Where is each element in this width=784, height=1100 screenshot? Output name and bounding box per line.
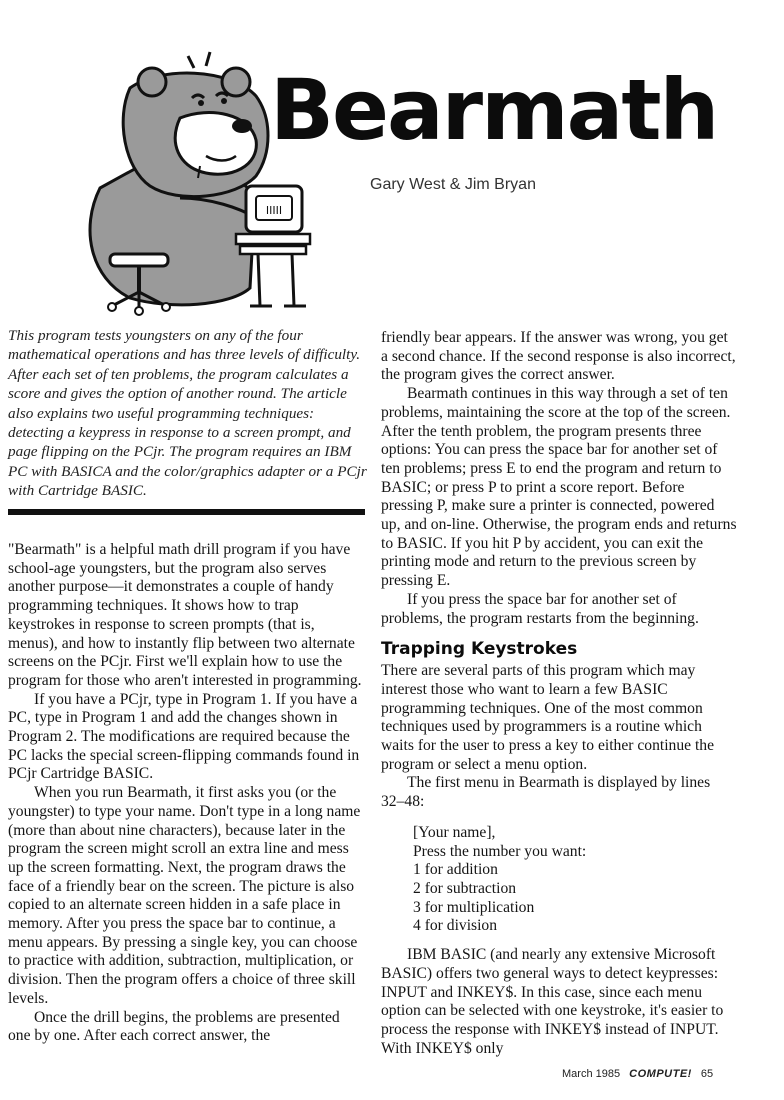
monitor-screen-text: IIIII	[265, 204, 283, 217]
body-paragraph: When you run Bearmath, it first asks you (or the youngster) to type your name. Don't type in a long name (more than about nine characters), because later in the program the screen might scroll an extra line and mess up the screen formatting. Next, the program draws the face of a friendly bear on the screen. The picture is also copied to an alternate screen hidden in a safe place in memory. After you press the space bar to continue, a menu appears. By pressing a single key, you can choose to practice with addition, subtraction, multiplication, or division. Then the program offers a choice of three skill levels.	[8, 784, 361, 1007]
listing-line: 4 for division	[413, 917, 498, 935]
body-paragraph: Bearmath continues in this way through a set of ten problems, maintaining the score at the top of the screen. After the tenth problem, the program presents three options: You can press the space bar for another set of ten problems; press E to end the program and return to BASIC; or press P to print a score report. Before pressing P, make sure a printer is connected, powered up, and on-line. Otherwise, the program ends and returns to BASIC. If you hit P by accident, you can exit the printing mode and return to the previous screen by pressing E.	[381, 385, 737, 590]
body-paragraph: IBM BASIC (and nearly any extensive Microsoft BASIC) offers two general ways to detect keypresses: INPUT and INKEY$. In this case, since each menu option can be selected with one keystroke, it's easier to process the response with INKEY$ instead of INPUT. With INKEY$ only	[381, 946, 724, 1057]
article-title: Bearmath	[270, 61, 718, 159]
section-divider	[8, 509, 365, 515]
program-menu-listing	[413, 824, 737, 936]
listing-line: 1 for addition	[413, 861, 498, 879]
right-column	[381, 329, 737, 1058]
article-intro: This program tests youngsters on any of the four mathematical operations and has three levels of difficulty. After each set of ten problems, the program calculates a score and gives the option of another round. The article also explains two useful programming techniques: detecting a keypress in response to a screen prompt, and page flipping on the PCjr. The program requires an IBM PC with BASICA and the color/graphics adapter or a PCjr with Cartridge BASIC.	[8, 327, 367, 500]
left-column	[8, 541, 363, 1046]
body-paragraph: "Bearmath" is a helpful math drill program if you have school-age youngsters, but the program also serves another purpose—it demonstrates a couple of handy programming techniques. It shows how to trap keystrokes in response to screen prompts (that is, menus), and how to instantly flip between two alternate screens on the PCjr. First we'll explain how to use the program for those who aren't interested in programming.	[8, 541, 362, 689]
magazine-name: COMPUTE!	[629, 1068, 692, 1080]
body-paragraph: If you have a PCjr, type in Program 1. If you have a PC, type in Program 1 and add the changes shown in Program 2. The modifications are required because the PC lacks the special screen-flipping commands found in PCjr Cartridge BASIC.	[8, 690, 360, 783]
body-paragraph: The first menu in Bearmath is displayed by lines 32–48:	[381, 774, 711, 811]
listing-line: Press the number you want:	[413, 842, 587, 860]
section-heading: Trapping Keystrokes	[381, 639, 578, 660]
body-paragraph: If you press the space bar for another set of problems, the program restarts from the beginning.	[381, 590, 699, 627]
page-number: 65	[700, 1068, 714, 1080]
body-paragraph: There are several parts of this program which may interest those who want to learn a few BASIC programming techniques. One of the most common techniques used by programmers is a routine which waits for the user to press a key to either continue the program or select a menu option.	[381, 662, 714, 773]
listing-line: 2 for subtraction	[413, 879, 517, 897]
author-byline: Gary West & Jim Bryan	[370, 176, 536, 193]
listing-line: [Your name],	[413, 823, 496, 841]
listing-line: 3 for multiplication	[413, 898, 535, 916]
page-footer	[562, 1068, 713, 1080]
issue-date: March 1985	[562, 1068, 621, 1080]
body-paragraph: Once the drill begins, the problems are presented one by one. After each correct answer, the	[8, 1008, 340, 1045]
body-paragraph: friendly bear appears. If the answer was wrong, you get a second chance. If the second response is also incorrect, the program gives the correct answer.	[381, 329, 736, 384]
